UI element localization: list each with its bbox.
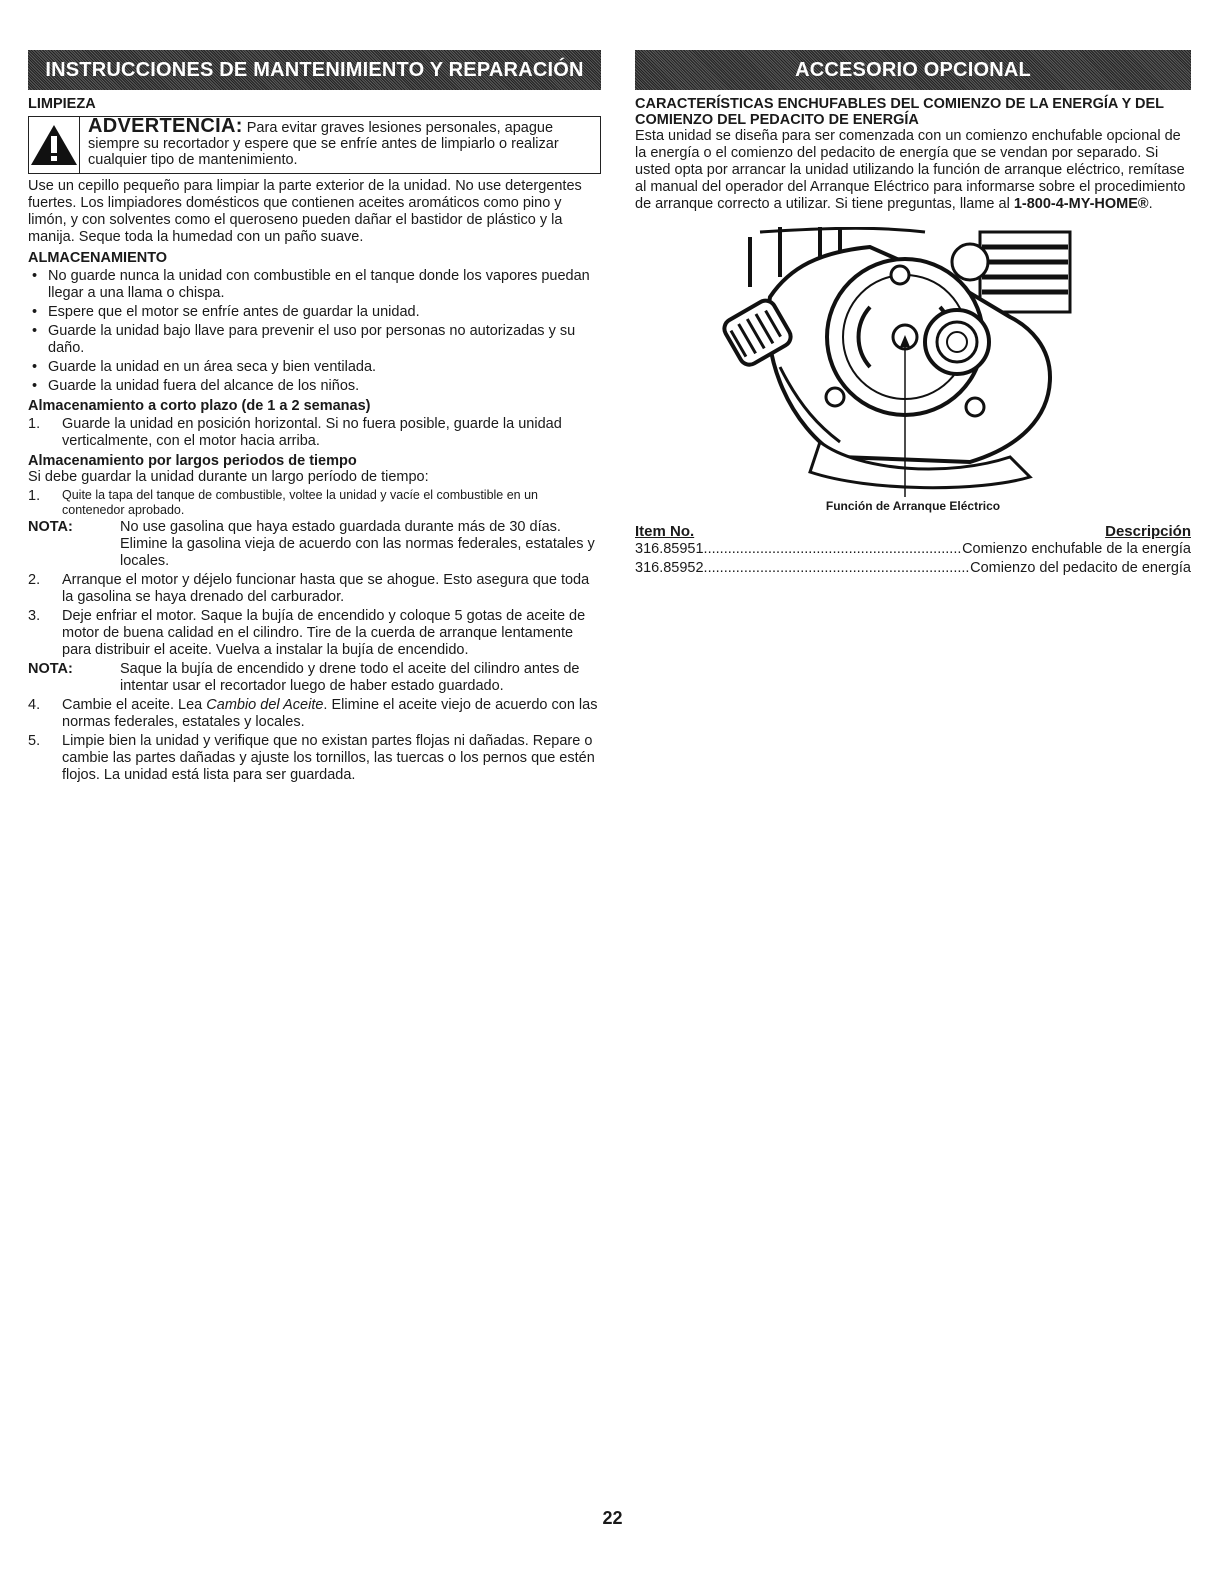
list-item bbox=[28, 416, 601, 450]
parts-table-header bbox=[635, 523, 1191, 540]
warning-title: ADVERTENCIA: bbox=[88, 115, 243, 137]
dot-leader bbox=[704, 540, 963, 559]
right-column bbox=[635, 50, 1191, 578]
accessory-body-text: Esta unidad se diseña para ser comenzada con un comienzo enchufable opcional de la energía o el comienzo del pedacito de energía que se vendan por separado. Si usted opta por arrancar la unidad utilizando la función de arranque eléctrico, remítase al manual del operador del Arranque Eléctrico para informarse sobre el procedimiento de arranque correcto a utilizar. Si tiene preguntas, llame al bbox=[635, 128, 1186, 212]
item-text-b: . Elimine el aceite viejo de acuerdo con las normas federales, estatales y locales. bbox=[62, 697, 598, 730]
item-number: 3. bbox=[28, 608, 41, 624]
accessory-body-end: . bbox=[1148, 196, 1153, 212]
list-item bbox=[28, 572, 601, 606]
item-text bbox=[62, 697, 601, 731]
list-item: • Guarde la unidad bajo llave para prevenir el uso por personas no autorizadas y su daño. bbox=[28, 323, 601, 357]
column-header-description: Descripción bbox=[1105, 523, 1191, 540]
item-number: 316.85951 bbox=[635, 541, 704, 557]
note-text: No use gasolina que haya estado guardada durante más de 30 días. Elimine la gasolina vieja de acuerdo con las normas federales, estatales y locales. bbox=[120, 519, 595, 569]
cleaning-body: Use un cepillo pequeño para limpiar la parte exterior de la unidad. No use detergentes fuertes. Los limpiadores domésticos que contienen aceites aromáticos como pino y limón, y con solventes como el queroseno pueden dañar el bastidor de plástico y la manija. Seque toda la humedad con un paño suave. bbox=[28, 178, 582, 245]
item-text: Guarde la unidad en posición horizontal. Si no fuera posible, guarde la unidad verticalmente, con el motor hacia arriba. bbox=[62, 416, 562, 449]
warning-text: Para evitar graves lesiones personales, apague siempre su recortador y espere que se enfríe antes de limpiarlo o realizar cualquier tipo de mantenimiento. bbox=[88, 120, 559, 168]
item-number: 1. bbox=[28, 416, 41, 432]
list-item bbox=[28, 488, 601, 517]
list-item bbox=[28, 697, 601, 731]
item-number: 5. bbox=[28, 733, 41, 749]
list-item bbox=[28, 733, 601, 784]
figure-caption: Función de Arranque Eléctrico bbox=[825, 499, 1001, 513]
note-label: NOTA: bbox=[28, 519, 73, 535]
warning-triangle-icon bbox=[29, 117, 80, 173]
list-item: • Guarde la unidad fuera del alcance de los niños. bbox=[28, 378, 601, 395]
phone-number: 1-800-4-MY-HOME® bbox=[1013, 196, 1149, 212]
column-header-item: Item No. bbox=[635, 523, 695, 540]
item-text: Limpie bien la unidad y verifique que no existan partes flojas ni dañadas. Repare o cambie las partes dañadas y ajuste los tornillos, las tuercas o los pernos que estén flojos. La unidad está lista para ser guardada. bbox=[62, 733, 595, 783]
long-term-intro: Si debe guardar la unidad durante un largo período de tiempo: bbox=[28, 469, 429, 485]
table-row bbox=[635, 559, 1191, 578]
heading-long-term: Almacenamiento por largos periodos de tiempo bbox=[28, 453, 357, 469]
heading-power-start: CARACTERÍSTICAS ENCHUFABLES DEL COMIENZO DE LA ENERGÍA Y DEL COMIENZO DEL PEDACITO DE ENERGÍA bbox=[635, 96, 1164, 128]
table-row bbox=[635, 540, 1191, 559]
list-item: • Espere que el motor se enfríe antes de guardar la unidad. bbox=[28, 304, 601, 321]
note-item bbox=[28, 519, 601, 570]
heading-cleaning: LIMPIEZA bbox=[28, 96, 96, 112]
item-text-emphasis: Cambio del Aceite bbox=[206, 697, 324, 713]
item-number: 4. bbox=[28, 697, 41, 713]
list-item: • No guarde nunca la unidad con combustible en el tanque donde los vapores puedan llegar a una llama o chispa. bbox=[28, 268, 601, 302]
heading-short-term: Almacenamiento a corto plazo (de 1 a 2 semanas) bbox=[28, 398, 371, 414]
engine-drawing bbox=[720, 227, 1080, 497]
heading-storage: ALMACENAMIENTO bbox=[28, 250, 168, 266]
note-item bbox=[28, 661, 601, 695]
list-item: • Guarde la unidad en un área seca y bien ventilada. bbox=[28, 359, 601, 376]
item-number: 2. bbox=[28, 572, 41, 588]
note-label: NOTA: bbox=[28, 661, 73, 677]
electric-start-illustration bbox=[720, 227, 1080, 497]
item-number: 316.85952 bbox=[635, 560, 704, 576]
dot-leader bbox=[704, 559, 971, 578]
section-banner-accessory: ACCESORIO OPCIONAL bbox=[635, 50, 1191, 90]
note-text: Saque la bujía de encendido y drene todo el aceite del cilindro antes de intentar usar el recortador luego de haber estado guardado. bbox=[120, 661, 580, 694]
warning-text-block bbox=[80, 117, 600, 173]
item-text-a: Cambie el aceite. Lea bbox=[62, 697, 207, 713]
page-number: 22 bbox=[602, 1508, 623, 1528]
item-number: 1. bbox=[28, 488, 41, 504]
item-text: Arranque el motor y déjelo funcionar hasta que se ahogue. Esto asegura que toda la gasolina se haya drenado del carburador. bbox=[62, 572, 590, 605]
storage-bullet-list bbox=[28, 268, 601, 395]
left-column bbox=[28, 50, 601, 784]
item-description: Comienzo enchufable de la energía bbox=[962, 541, 1191, 557]
accessory-body bbox=[635, 128, 1191, 213]
item-text: Quite la tapa del tanque de combustible, voltee la unidad y vacíe el combustible en un contenedor aprobado. bbox=[62, 488, 539, 517]
item-text: Deje enfriar el motor. Saque la bujía de encendido y coloque 5 gotas de aceite de motor de buena calidad en el cilindro. Tire de la cuerda de arranque lentamente para distribuir el aceite. Vuelva a instalar la bujía de encendido. bbox=[62, 608, 586, 658]
section-banner-maintenance: INSTRUCCIONES DE MANTENIMIENTO Y REPARACIÓN bbox=[28, 50, 601, 90]
list-item bbox=[28, 608, 601, 659]
warning-box bbox=[28, 116, 601, 174]
item-description: Comienzo del pedacito de energía bbox=[970, 560, 1191, 576]
